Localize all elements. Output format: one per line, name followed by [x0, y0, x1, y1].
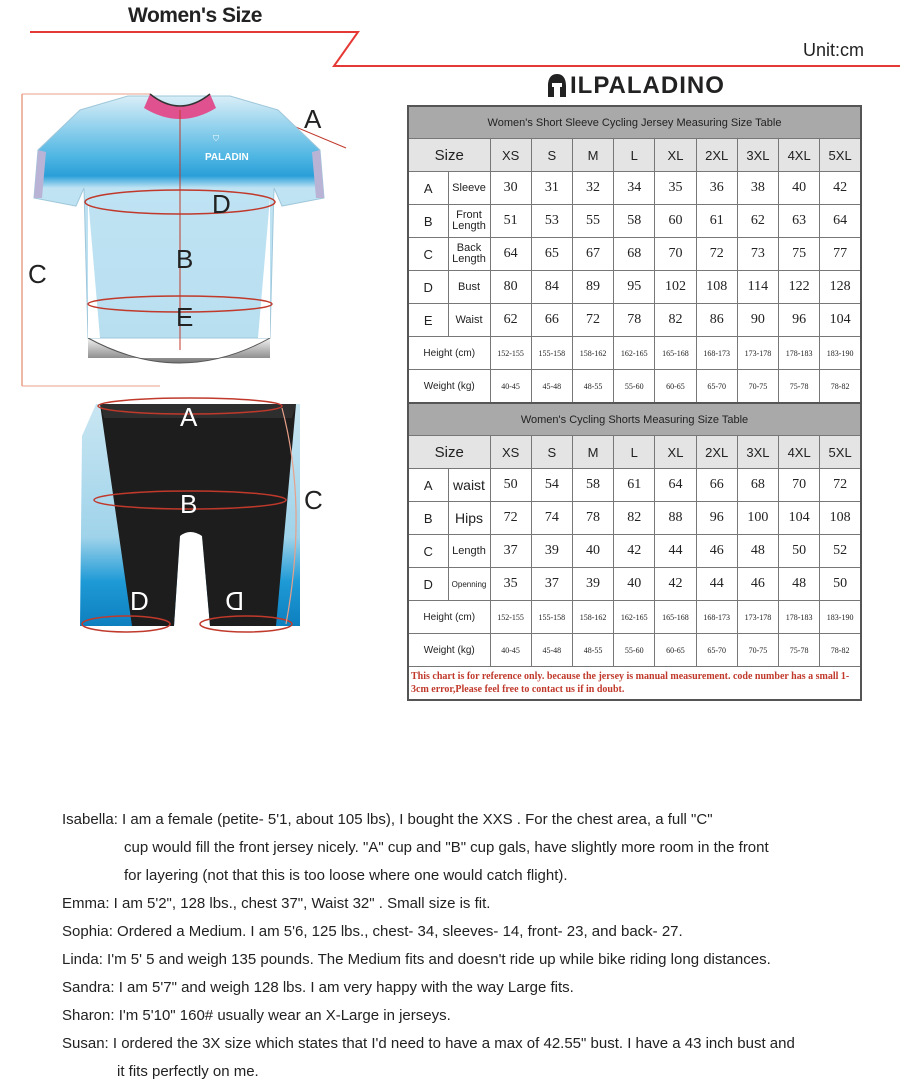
size-col: 3XL — [737, 139, 778, 172]
cell: 64 — [820, 205, 861, 238]
cell: 86 — [696, 304, 737, 337]
review-isabella: Isabella: I am a female (petite- 5'1, about 105 lbs), I bought the XXS . For the chest area, a full "C" — [62, 811, 713, 828]
cell: 50 — [779, 535, 820, 568]
table-row — [408, 172, 861, 205]
jersey-chest-logo: PALADIN — [205, 152, 249, 163]
review-susan-cont: it fits perfectly on me. — [117, 1063, 259, 1080]
cell: 40-45 — [490, 370, 531, 404]
row-key: D — [408, 271, 448, 304]
size-col: XS — [490, 139, 531, 172]
size-col: S — [531, 436, 572, 469]
page-title: Women's Size — [128, 4, 262, 27]
cell: 60-65 — [655, 634, 696, 667]
cell: 39 — [531, 535, 572, 568]
cell: 78-82 — [820, 370, 861, 404]
weight-row — [408, 634, 861, 667]
shorts-label-b: B — [180, 489, 198, 519]
cell: 40-45 — [490, 634, 531, 667]
cell: 55 — [572, 205, 613, 238]
size-col: 4XL — [779, 139, 820, 172]
cell: 66 — [531, 304, 572, 337]
review-sandra: Sandra: I am 5'7" and weigh 128 lbs. I am very happy with the way Large fits. — [62, 979, 574, 996]
cell: 78 — [614, 304, 655, 337]
size-col: M — [572, 436, 613, 469]
size-col: XS — [490, 436, 531, 469]
height-label: Height (cm) — [408, 601, 490, 634]
jersey-label-b: B — [176, 244, 194, 274]
review-sharon: Sharon: I'm 5'10" 160# usually wear an X-Large in jerseys. — [62, 1007, 451, 1024]
cell: 72 — [696, 238, 737, 271]
row-name: Sleeve — [448, 172, 490, 205]
cell: 37 — [531, 568, 572, 601]
cell: 35 — [655, 172, 696, 205]
cell: 51 — [490, 205, 531, 238]
shorts-label-d-left: D — [130, 586, 149, 616]
size-col: 3XL — [737, 436, 778, 469]
cell: 60 — [655, 205, 696, 238]
table-row — [408, 205, 861, 238]
size-col: S — [531, 139, 572, 172]
shorts-illustration — [70, 396, 360, 641]
unit-label: Unit:cm — [803, 40, 865, 60]
cell: 64 — [490, 238, 531, 271]
cell: 178-183 — [779, 601, 820, 634]
shorts-size-table — [407, 402, 862, 701]
table-row — [408, 238, 861, 271]
cell: 30 — [490, 172, 531, 205]
row-name: Back Length — [448, 238, 490, 271]
cell: 68 — [614, 238, 655, 271]
cell: 52 — [820, 535, 861, 568]
jersey-size-table — [407, 105, 862, 404]
cell: 48 — [779, 568, 820, 601]
shorts-label-a: A — [180, 402, 198, 432]
size-col: L — [614, 436, 655, 469]
size-col: L — [614, 139, 655, 172]
row-key: C — [408, 535, 448, 568]
row-name: Hips — [448, 502, 490, 535]
customer-reviews — [62, 806, 862, 1086]
weight-label: Weight (kg) — [408, 370, 490, 404]
cell: 89 — [572, 271, 613, 304]
cell: 72 — [572, 304, 613, 337]
size-col: 5XL — [820, 436, 861, 469]
row-name: Openning — [448, 568, 490, 601]
cell: 38 — [737, 172, 778, 205]
jersey-label-e: E — [176, 302, 194, 332]
jersey-illustration — [20, 88, 380, 393]
cell: 96 — [779, 304, 820, 337]
cell: 35 — [490, 568, 531, 601]
cell: 102 — [655, 271, 696, 304]
row-name: waist — [448, 469, 490, 502]
cell: 58 — [572, 469, 613, 502]
cell: 54 — [531, 469, 572, 502]
cell: 90 — [737, 304, 778, 337]
cell: 64 — [655, 469, 696, 502]
height-row — [408, 337, 861, 370]
review-susan: Susan: I ordered the 3X size which states that I'd need to have a max of 42.55" bust. I have a 43 inch bust and — [62, 1035, 795, 1052]
cell: 40 — [779, 172, 820, 205]
cell: 72 — [490, 502, 531, 535]
cell: 34 — [614, 172, 655, 205]
cell: 168-173 — [696, 337, 737, 370]
cell: 96 — [696, 502, 737, 535]
cell: 46 — [696, 535, 737, 568]
cell: 44 — [655, 535, 696, 568]
row-key: D — [408, 568, 448, 601]
cell: 165-168 — [655, 601, 696, 634]
size-col: 4XL — [779, 436, 820, 469]
cell: 40 — [572, 535, 613, 568]
shorts-label-c: C — [304, 485, 323, 515]
shorts-label-d-right: D — [225, 586, 244, 616]
cell: 48-55 — [572, 634, 613, 667]
cell: 50 — [490, 469, 531, 502]
cell: 70-75 — [737, 634, 778, 667]
review-linda: Linda: I'm 5' 5 and weigh 135 pounds. The Medium fits and doesn't ride up while bike riding long distances. — [62, 951, 771, 968]
size-col: XL — [655, 139, 696, 172]
shorts-table-caption: Women's Cycling Shorts Measuring Size Table — [408, 403, 861, 436]
cell: 45-48 — [531, 634, 572, 667]
cell: 46 — [737, 568, 778, 601]
cell: 40 — [614, 568, 655, 601]
cell: 67 — [572, 238, 613, 271]
size-header: Size — [408, 436, 490, 469]
review-isabella-cont: cup would fill the front jersey nicely. "A" cup and "B" cup gals, have slightly more room in the front — [124, 839, 769, 856]
row-name: Length — [448, 535, 490, 568]
cell: 60-65 — [655, 370, 696, 404]
cell: 73 — [737, 238, 778, 271]
cell: 75-78 — [779, 634, 820, 667]
cell: 108 — [696, 271, 737, 304]
review-isabella-cont: for layering (not that this is too loose where one would catch flight). — [124, 867, 568, 884]
cell: 183-190 — [820, 337, 861, 370]
cell: 32 — [572, 172, 613, 205]
row-key: B — [408, 502, 448, 535]
cell: 165-168 — [655, 337, 696, 370]
cell: 80 — [490, 271, 531, 304]
cell: 62 — [737, 205, 778, 238]
size-col: 5XL — [820, 139, 861, 172]
cell: 48 — [737, 535, 778, 568]
cell: 168-173 — [696, 601, 737, 634]
cell: 45-48 — [531, 370, 572, 404]
header-line — [0, 0, 918, 80]
cell: 104 — [820, 304, 861, 337]
table-row — [408, 271, 861, 304]
cell: 37 — [490, 535, 531, 568]
cell: 114 — [737, 271, 778, 304]
height-label: Height (cm) — [408, 337, 490, 370]
brand-name: ILPALADINO — [570, 72, 725, 99]
cell: 122 — [779, 271, 820, 304]
row-key: A — [408, 469, 448, 502]
brand-logo — [546, 72, 725, 100]
size-col: 2XL — [696, 436, 737, 469]
cell: 58 — [614, 205, 655, 238]
cell: 36 — [696, 172, 737, 205]
cell: 70 — [655, 238, 696, 271]
size-col: 2XL — [696, 139, 737, 172]
table-row — [408, 502, 861, 535]
cell: 74 — [531, 502, 572, 535]
row-key: B — [408, 205, 448, 238]
cell: 78 — [572, 502, 613, 535]
cell: 66 — [696, 469, 737, 502]
cell: 42 — [655, 568, 696, 601]
height-row — [408, 601, 861, 634]
row-key: C — [408, 238, 448, 271]
cell: 162-165 — [614, 337, 655, 370]
cell: 65-70 — [696, 634, 737, 667]
reference-note: This chart is for reference only. because the jersey is manual measurement. code number has a small 1-3cm error,Please feel free to contact us if in doubt. — [408, 667, 861, 701]
cell: 62 — [490, 304, 531, 337]
cell: 88 — [655, 502, 696, 535]
svg-text:⛉: ⛉ — [213, 134, 219, 143]
cell: 84 — [531, 271, 572, 304]
cell: 70 — [779, 469, 820, 502]
size-col: M — [572, 139, 613, 172]
cell: 61 — [614, 469, 655, 502]
cell: 75 — [779, 238, 820, 271]
cell: 42 — [614, 535, 655, 568]
cell: 155-158 — [531, 601, 572, 634]
cell: 82 — [655, 304, 696, 337]
cell: 50 — [820, 568, 861, 601]
cell: 75-78 — [779, 370, 820, 404]
cell: 162-165 — [614, 601, 655, 634]
cell: 152-155 — [490, 601, 531, 634]
row-key: A — [408, 172, 448, 205]
cell: 48-55 — [572, 370, 613, 404]
size-tables — [407, 105, 862, 701]
cell: 104 — [779, 502, 820, 535]
row-name: Waist — [448, 304, 490, 337]
table-row — [408, 469, 861, 502]
cell: 68 — [737, 469, 778, 502]
cell: 70-75 — [737, 370, 778, 404]
cell: 61 — [696, 205, 737, 238]
cell: 128 — [820, 271, 861, 304]
cell: 158-162 — [572, 337, 613, 370]
cell: 44 — [696, 568, 737, 601]
cell: 31 — [531, 172, 572, 205]
jersey-table-caption: Women's Short Sleeve Cycling Jersey Measuring Size Table — [408, 106, 861, 139]
review-emma: Emma: I am 5'2", 128 lbs., chest 37", Waist 32" . Small size is fit. — [62, 895, 491, 912]
cell: 183-190 — [820, 601, 861, 634]
cell: 65-70 — [696, 370, 737, 404]
cell: 72 — [820, 469, 861, 502]
row-name: Front Length — [448, 205, 490, 238]
cell: 63 — [779, 205, 820, 238]
cell: 178-183 — [779, 337, 820, 370]
cell: 108 — [820, 502, 861, 535]
cell: 100 — [737, 502, 778, 535]
cell: 77 — [820, 238, 861, 271]
cell: 39 — [572, 568, 613, 601]
size-header: Size — [408, 139, 490, 172]
review-sophia: Sophia: Ordered a Medium. I am 5'6, 125 lbs., chest- 34, sleeves- 14, front- 23, and back- 27. — [62, 923, 683, 940]
cell: 65 — [531, 238, 572, 271]
cell: 158-162 — [572, 601, 613, 634]
cell: 42 — [820, 172, 861, 205]
cell: 78-82 — [820, 634, 861, 667]
jersey-label-c: C — [28, 259, 47, 289]
cell: 53 — [531, 205, 572, 238]
cell: 95 — [614, 271, 655, 304]
jersey-label-a: A — [304, 104, 322, 134]
jersey-label-d: D — [212, 189, 231, 219]
cell: 55-60 — [614, 634, 655, 667]
row-key: E — [408, 304, 448, 337]
cell: 173-178 — [737, 601, 778, 634]
cell: 152-155 — [490, 337, 531, 370]
weight-label: Weight (kg) — [408, 634, 490, 667]
table-row — [408, 535, 861, 568]
size-col: XL — [655, 436, 696, 469]
cell: 55-60 — [614, 370, 655, 404]
cell: 82 — [614, 502, 655, 535]
cell: 155-158 — [531, 337, 572, 370]
table-row — [408, 304, 861, 337]
table-row — [408, 568, 861, 601]
helmet-icon — [546, 73, 568, 99]
row-name: Bust — [448, 271, 490, 304]
weight-row — [408, 370, 861, 404]
cell: 173-178 — [737, 337, 778, 370]
